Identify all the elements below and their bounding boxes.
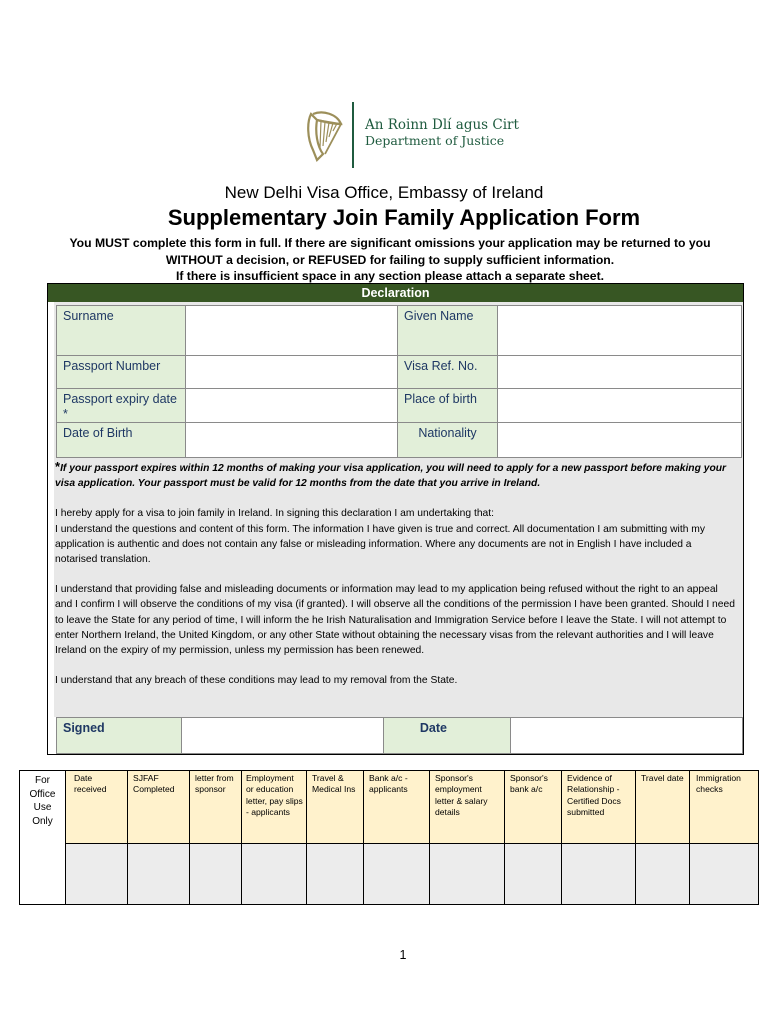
cell-letter-from-sponsor[interactable]	[190, 844, 242, 905]
col-date-received: Date received	[66, 771, 128, 844]
col-letter-from-sponsor: letter from sponsor	[190, 771, 242, 844]
visa-ref-field[interactable]	[498, 356, 742, 389]
cell-bank-applicants[interactable]	[364, 844, 430, 905]
office-use-table	[19, 770, 759, 905]
declaration-text	[55, 459, 735, 703]
given-name-field[interactable]	[498, 306, 742, 356]
date-of-birth-field[interactable]	[186, 423, 398, 458]
page-number: 1	[399, 948, 407, 962]
signature-table	[56, 717, 743, 754]
logo-text	[365, 118, 519, 148]
note-text: If your passport expires within 12 months of making your visa application, you will need to apply for a new passport before making your visa application. Your passport must be valid for 12 months from the date that you arrive in Ireland.	[55, 463, 727, 490]
passport-number-label: Passport Number	[57, 356, 186, 389]
col-sponsor-employment: Sponsor's employment letter & salary details	[430, 771, 505, 844]
col-employment-letter: Employment or education letter, pay slips - applicants	[242, 771, 307, 844]
department-logo	[303, 102, 553, 168]
declaration-paragraph-1: I hereby apply for a visa to join family in Ireland. In signing this declaration I am undertaking that:	[55, 508, 495, 520]
surname-label: Surname	[57, 306, 186, 356]
personal-details-table	[56, 305, 742, 458]
office-use-label: For Office Use Only	[20, 771, 66, 905]
col-travel-medical: Travel & Medical Ins	[307, 771, 364, 844]
date-label: Date	[383, 718, 510, 754]
signed-label: Signed	[57, 718, 182, 754]
declaration-paragraph-2: I understand the questions and content of this form. The information I have given is true and correct. All documentation I am submitting with my application is authentic and does not contain any false or misleading information. Where any documents are not in English I have included a notarised translation.	[55, 523, 706, 566]
cell-immigration-checks[interactable]	[690, 844, 759, 905]
logo-irish-name: An Roinn Dlí agus Cirt	[365, 117, 519, 133]
col-sjfaf-completed: SJFAF Completed	[128, 771, 190, 844]
passport-expiry-label: Passport expiry date *	[57, 389, 186, 423]
nationality-label: Nationality	[398, 423, 498, 458]
given-name-label: Given Name	[398, 306, 498, 356]
cell-travel-date[interactable]	[636, 844, 690, 905]
passport-expiry-field[interactable]	[186, 389, 398, 423]
logo-english-name: Department of Justice	[365, 133, 505, 148]
col-travel-date: Travel date	[636, 771, 690, 844]
cell-sponsor-employment[interactable]	[430, 844, 505, 905]
cell-sponsor-bank[interactable]	[505, 844, 562, 905]
place-of-birth-label: Place of birth	[398, 389, 498, 423]
intro-line-1: You MUST complete this form in full. If there are significant omissions your application may be returned to you	[69, 236, 711, 250]
declaration-paragraph-3: I understand that providing false and misleading documents or information may lead to my application being refused without the right to an appeal and I confirm I will observe the conditions of my visa (if granted). I will observe all the conditions of the permission I have been granted. Should I need to leave the State for any period of time, I will inform the he Irish Naturalisation and Immigration Service before I leave the State. I will not attempt to enter Northern Ireland, the United Kingdom, or any other State without obtaining the necessary visas from the relevant authorities and I will leave Ireland on the expiry of my permission, unless my permission has been renewed.	[55, 584, 735, 657]
harp-icon	[303, 108, 345, 164]
cell-travel-medical[interactable]	[307, 844, 364, 905]
date-field[interactable]	[510, 718, 742, 754]
passport-number-field[interactable]	[186, 356, 398, 389]
cell-evidence-relationship[interactable]	[562, 844, 636, 905]
declaration-header: Declaration	[48, 284, 743, 302]
signature-field[interactable]	[182, 718, 384, 754]
nationality-field[interactable]	[498, 423, 742, 458]
cell-employment-letter[interactable]	[242, 844, 307, 905]
intro-instructions	[30, 235, 750, 285]
declaration-paragraph-4: I understand that any breach of these conditions may lead to my removal from the State.	[55, 675, 458, 687]
logo-divider	[352, 102, 354, 168]
note-asterisk: *	[55, 459, 61, 474]
cell-date-received[interactable]	[66, 844, 128, 905]
surname-field[interactable]	[186, 306, 398, 356]
form-title: Supplementary Join Family Application Form	[167, 205, 641, 230]
date-of-birth-label: Date of Birth	[57, 423, 186, 458]
col-sponsor-bank: Sponsor's bank a/c	[505, 771, 562, 844]
col-immigration-checks: Immigration checks	[690, 771, 759, 844]
col-bank-applicants: Bank a/c - applicants	[364, 771, 430, 844]
visa-ref-label: Visa Ref. No.	[398, 356, 498, 389]
intro-line-3: If there is insufficient space in any section please attach a separate sheet.	[175, 269, 605, 283]
place-of-birth-field[interactable]	[498, 389, 742, 423]
col-evidence-relationship: Evidence of Relationship - Certified Docs submitted	[562, 771, 636, 844]
cell-sjfaf-completed[interactable]	[128, 844, 190, 905]
passport-expiry-note	[55, 459, 735, 491]
intro-line-2: WITHOUT a decision, or REFUSED for failing to supply sufficient information.	[165, 252, 615, 267]
office-title: New Delhi Visa Office, Embassy of Ireland	[224, 183, 544, 202]
